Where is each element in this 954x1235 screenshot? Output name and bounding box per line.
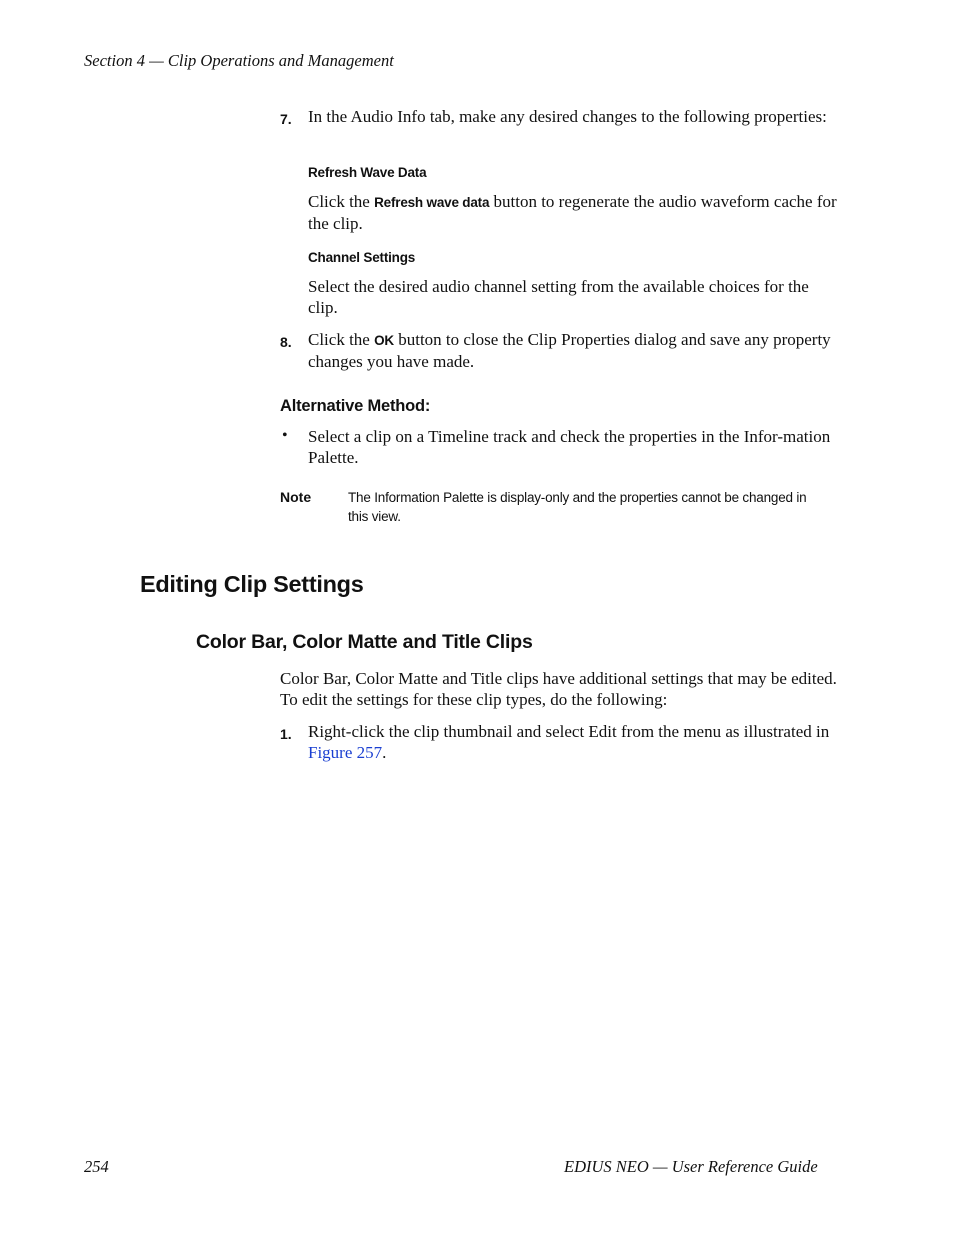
note-label: Note (280, 489, 312, 505)
running-head: Section 4 — Clip Operations and Management (84, 51, 394, 70)
ui-term-refresh-wave-data: Refresh wave data (374, 195, 490, 210)
alternative-method-heading: Alternative Method: (280, 397, 431, 415)
ui-term-ok: OK (374, 333, 394, 348)
step-number: 1. (280, 726, 292, 742)
text-run: . (382, 742, 387, 762)
section-title: Editing Clip Settings (140, 571, 364, 597)
step-text (308, 722, 840, 763)
step-number: 7. (280, 111, 292, 127)
text-run: Click the (308, 330, 375, 349)
section-intro: Color Bar, Color Matte and Title clips have additional settings that may be edited. To edit the settings for these clip types, do the following: (280, 669, 837, 709)
step-text (308, 330, 840, 372)
text-run: button to close the Clip Properties dialog and save any property changes you have made. (308, 330, 831, 371)
sub-heading-refresh-wave-data: Refresh Wave Data (308, 165, 427, 180)
text-run: Right-click the clip thumbnail and select Edit from the menu as illustrated in (308, 722, 830, 741)
channel-settings-text: Select the desired audio channel setting from the available choices for the clip. (308, 277, 809, 317)
subsection-title: Color Bar, Color Matte and Title Clips (196, 631, 533, 653)
figure-257-link[interactable]: Figure 257 (308, 742, 383, 762)
note-text: The Information Palette is display-only and the properties cannot be changed in this view. (348, 490, 807, 524)
refresh-wave-data-text (308, 192, 840, 234)
text-run: button to regenerate the audio waveform cache for the clip. (308, 192, 837, 233)
footer-title: EDIUS NEO — User Reference Guide (564, 1157, 818, 1176)
step-number: 8. (280, 334, 292, 350)
sub-heading-channel-settings: Channel Settings (308, 250, 416, 265)
page-number: 254 (84, 1157, 109, 1176)
step-text: In the Audio Info tab, make any desired changes to the following properties: (308, 107, 827, 126)
text-run: Click the (308, 192, 375, 211)
alternative-method-text: Select a clip on a Timeline track and check the properties in the Infor-mation Palette. (308, 427, 831, 467)
bullet-icon: • (282, 427, 288, 444)
